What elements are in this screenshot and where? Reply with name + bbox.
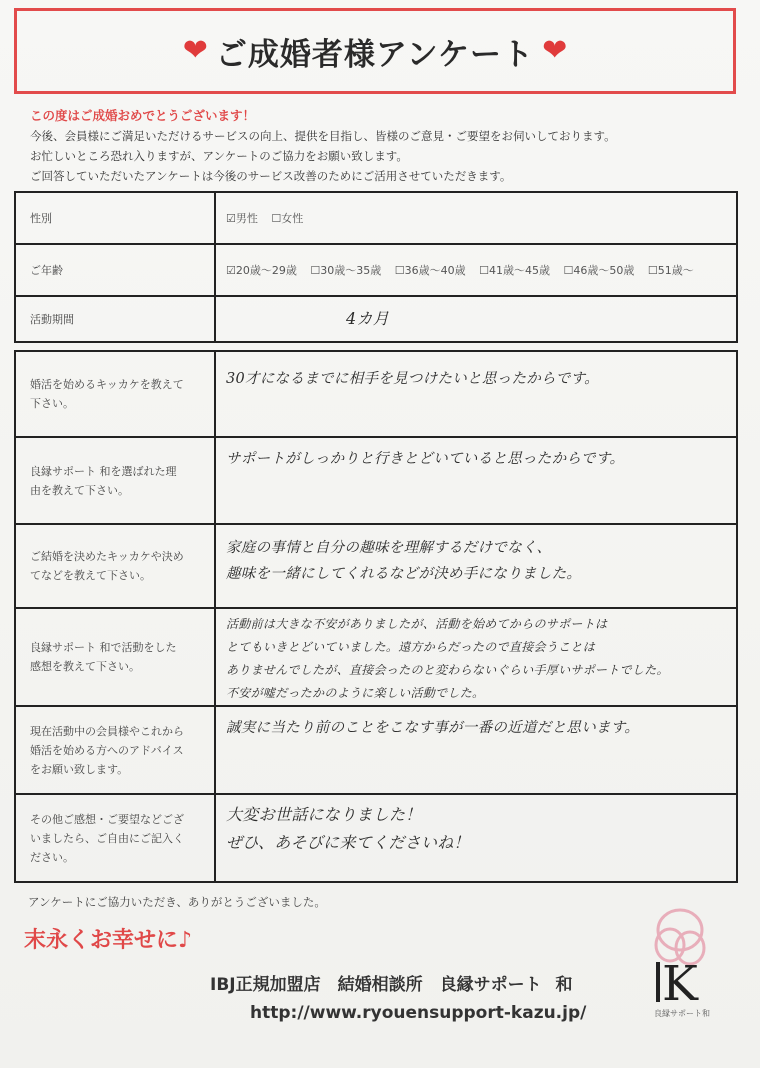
answer-line: 誠実に当たり前のことをこなす事が一番の近道だと思います。 xyxy=(226,720,640,736)
answer-line: ぜひ、あそびに来てくださいね！ xyxy=(226,833,470,852)
answer-line: 趣味を一緒にしてくれるなどが決め手になりました。 xyxy=(226,566,582,582)
question-label: 良縁サポート 和を選ばれた理 由を教えて下さい。 xyxy=(15,437,215,524)
period-value: 4カ月 xyxy=(346,309,390,328)
checkbox-empty-icon: ☐ xyxy=(310,264,321,277)
answer-cell[interactable] xyxy=(215,706,737,794)
age-option-51-plus[interactable]: ☐51歳～ xyxy=(647,264,694,277)
answer-line: とてもいきとどいていました。遠方からだったので直接会うことは xyxy=(226,640,596,654)
age-option-36-40[interactable]: ☐36歳～40歳 xyxy=(394,264,466,277)
checkbox-empty-icon: ☐ xyxy=(271,212,282,225)
title-box xyxy=(14,8,736,94)
answer-cell[interactable] xyxy=(215,608,737,706)
answer-line: 30才になるまでに相手を見つけたいと思ったからです。 xyxy=(226,371,599,387)
question-label: その他ご感想・ご要望などござ いましたら、ご自由にご記入く ださい。 xyxy=(15,794,215,882)
question-label: 良縁サポート 和で活動をした 感想を教えて下さい。 xyxy=(15,608,215,706)
gender-row xyxy=(15,192,737,244)
answer-line: ありませんでしたが、直接会ったのと変わらないぐらい手厚いサポートでした。 xyxy=(226,663,669,677)
answer-line: 不安が嘘だったかのように楽しい活動でした。 xyxy=(226,686,485,700)
gender-option-male[interactable]: ☑男性 xyxy=(226,212,258,225)
age-option-30-35[interactable]: ☐30歳～35歳 xyxy=(310,264,382,277)
question-label: 現在活動中の会員様やこれから 婚活を始める方へのアドバイス をお願い致します。 xyxy=(15,706,215,794)
question-row xyxy=(15,706,737,794)
intro-line-2: お忙しいところ恐れ入りますが、アンケートのご協力をお願い致します。 xyxy=(30,149,408,163)
site-url[interactable]: http://www.ryouensupport-kazu.jp/ xyxy=(250,1003,587,1023)
gender-options xyxy=(215,192,737,244)
question-row xyxy=(15,608,737,706)
logo-letters: K xyxy=(662,956,698,1012)
answer-cell[interactable] xyxy=(215,524,737,608)
answer-line: 大変お世話になりました！ xyxy=(226,805,422,824)
checkbox-empty-icon: ☐ xyxy=(647,264,658,277)
shop-name: IBJ正規加盟店 結婚相談所 良縁サポート 和 xyxy=(210,975,573,995)
answer-cell[interactable] xyxy=(215,437,737,524)
checkbox-checked-icon: ☑ xyxy=(226,212,236,225)
period-value-cell[interactable] xyxy=(215,296,737,342)
age-option-46-50[interactable]: ☐46歳～50歳 xyxy=(563,264,635,277)
gender-option-female[interactable]: ☐女性 xyxy=(271,212,304,225)
question-row xyxy=(15,794,737,882)
greeting: この度はご成婚おめでとうございます！ xyxy=(30,108,256,123)
gender-label: 性別 xyxy=(15,192,215,244)
thanks-text: アンケートにご協力いただき、ありがとうございました。 xyxy=(28,895,326,909)
age-options xyxy=(215,244,737,296)
wish-text: 末永くお幸せに♪ xyxy=(24,928,193,953)
profile-table xyxy=(14,191,738,343)
intro-line-3: ご回答していただいたアンケートは今後のサービス改善のためにご活用させていただきます。 xyxy=(30,169,512,183)
kazu-logo xyxy=(640,900,720,1020)
checkbox-empty-icon: ☐ xyxy=(394,264,405,277)
intro-text xyxy=(30,106,730,186)
answer-cell[interactable] xyxy=(215,351,737,437)
question-row xyxy=(15,524,737,608)
heart-icon-left: ❤ xyxy=(182,33,208,68)
age-option-20-29[interactable]: ☑20歳～29歳 xyxy=(226,264,297,277)
intro-line-1: 今後、会員様にご満足いただけるサービスの向上、提供を目指し、皆様のご意見・ご要望をお伺いしております。 xyxy=(30,129,616,143)
page-title: ご成婚者様アンケート xyxy=(215,36,535,73)
checkbox-empty-icon: ☐ xyxy=(479,264,489,277)
logo-caption: 良縁サポート和 xyxy=(654,1009,710,1018)
question-row xyxy=(15,351,737,437)
age-option-41-45[interactable]: ☐41歳～45歳 xyxy=(479,264,550,277)
period-row xyxy=(15,296,737,342)
checkbox-empty-icon: ☐ xyxy=(563,264,574,277)
question-row xyxy=(15,437,737,524)
answer-line: 活動前は大きな不安がありましたが、活動を始めてからのサポートは xyxy=(226,617,608,631)
answer-cell[interactable] xyxy=(215,794,737,882)
period-label: 活動期間 xyxy=(15,296,215,342)
age-label: ご年齢 xyxy=(15,244,215,296)
answer-line: 家庭の事情と自分の趣味を理解するだけでなく、 xyxy=(226,540,552,556)
age-row xyxy=(15,244,737,296)
question-label: 婚活を始めるキッカケを教えて 下さい。 xyxy=(15,351,215,437)
question-label: ご結婚を決めたキッカケや決め てなどを教えて下さい。 xyxy=(15,524,215,608)
answer-line: サポートがしっかりと行きとどいていると思ったからです。 xyxy=(226,451,625,467)
questions-table xyxy=(14,350,738,883)
checkbox-checked-icon: ☑ xyxy=(226,264,236,277)
heart-icon-right: ❤ xyxy=(542,33,568,68)
